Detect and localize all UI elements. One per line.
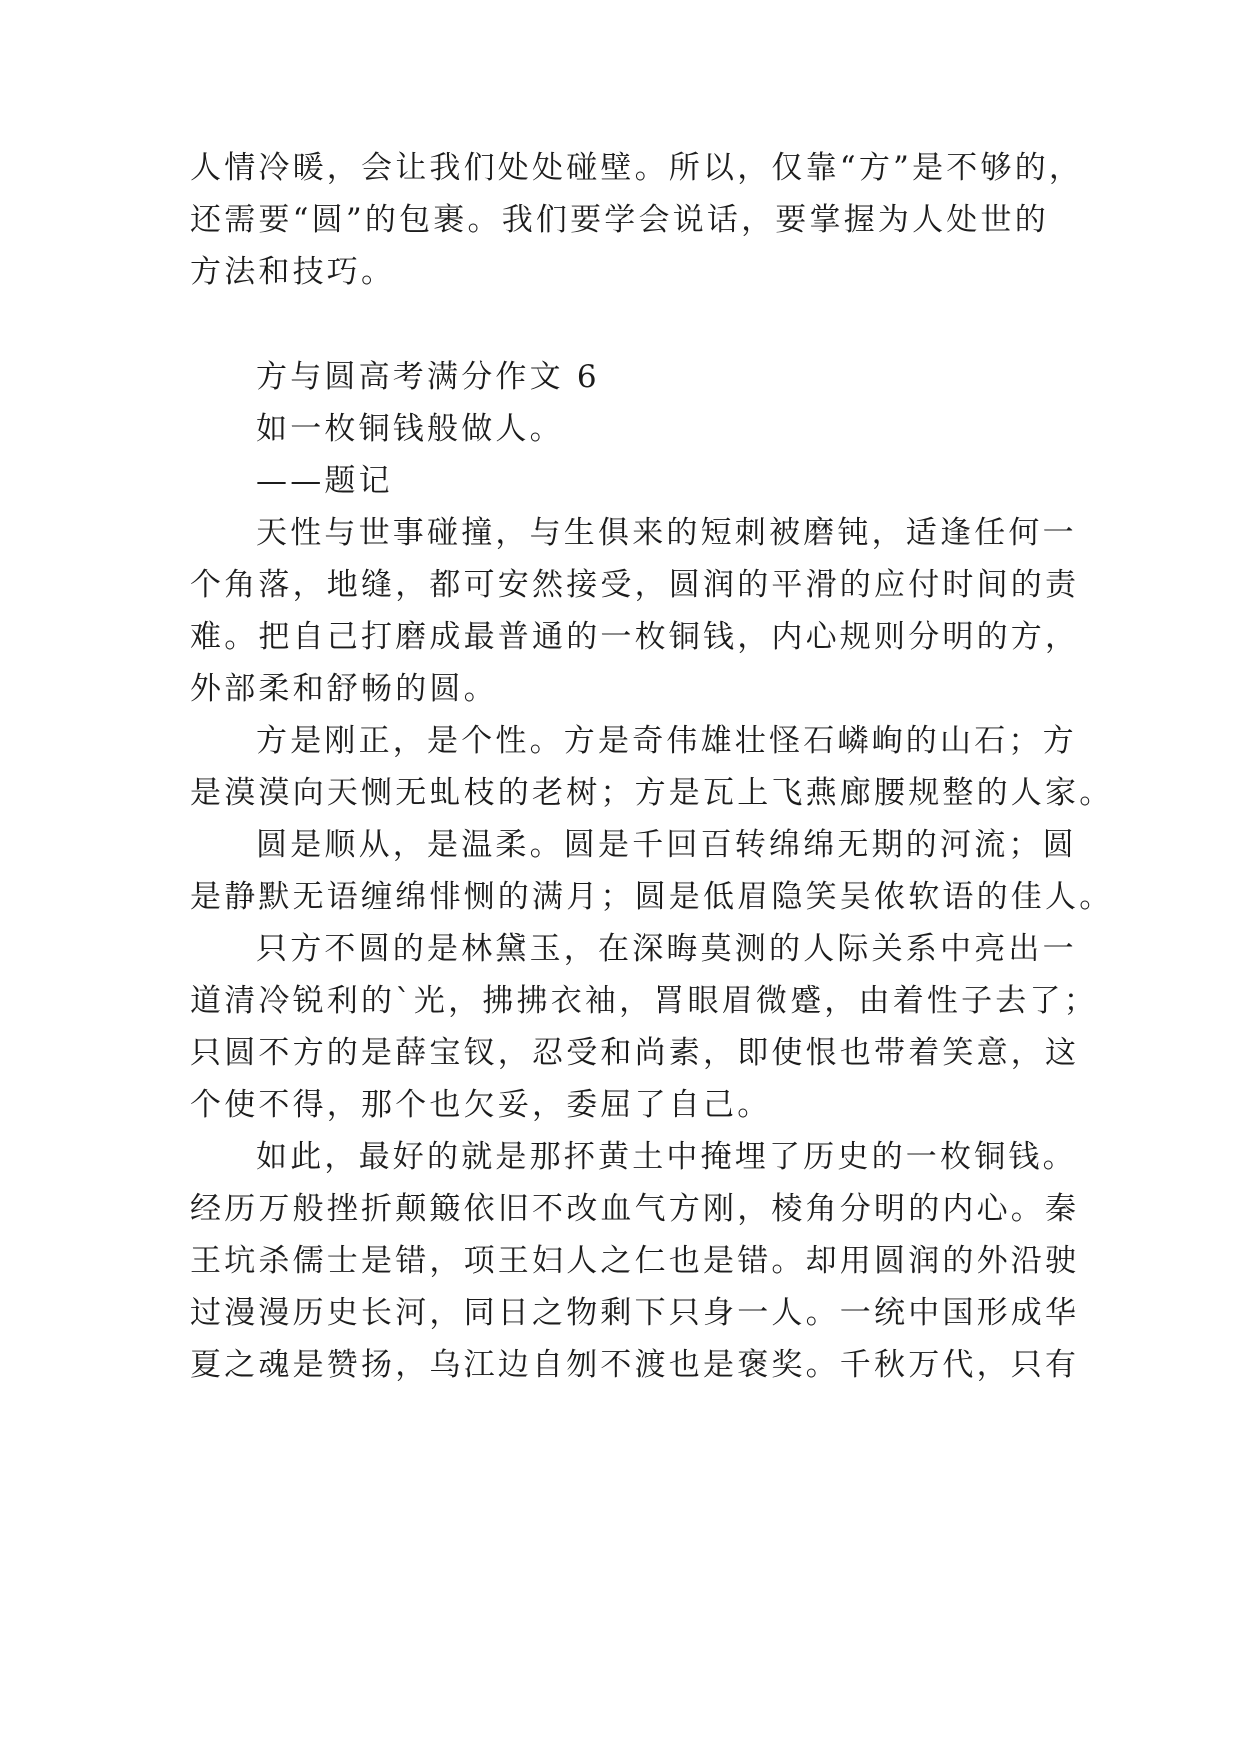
text-line: 是静默无语缠绵悱恻的满月；圆是低眉隐笑吴侬软语的佳人。	[190, 879, 1114, 915]
epigraph-source: ——题记	[256, 463, 393, 499]
text-line: 方是刚正，是个性。方是奇伟雄壮怪石嶙峋的山石；方	[256, 723, 1077, 759]
text-line: 个角落，地缝，都可安然接受，圆润的平滑的应付时间的责	[190, 567, 1080, 603]
text-line: 方法和技巧。	[190, 254, 396, 290]
text-line: 道清冷锐利的`光，拂拂衣袖，罥眼眉微蹙，由着性子去了；	[190, 983, 1098, 1019]
text-line: 夏之魂是赞扬，乌江边自刎不渡也是褒奖。千秋万代，只有	[190, 1347, 1080, 1383]
text-line: 经历万般挫折颠簸依旧不改血气方刚，棱角分明的内心。秦	[190, 1191, 1080, 1227]
essay-title: 方与圆高考满分作文 6	[256, 359, 600, 395]
text-line: 过漫漫历史长河，同日之物剩下只身一人。一统中国形成华	[190, 1295, 1080, 1331]
text-line: 还需要“圆”的包裹。我们要学会说话，要掌握为人处世的	[190, 202, 1049, 238]
epigraph: 如一枚铜钱般做人。	[256, 411, 564, 447]
text-line: 只方不圆的是林黛玉，在深晦莫测的人际关系中亮出一	[256, 931, 1077, 967]
text-line: 个使不得，那个也欠妥，委屈了自己。	[190, 1087, 772, 1123]
text-line: 天性与世事碰撞，与生俱来的短刺被磨钝，适逢任何一	[256, 515, 1077, 551]
text-line: 圆是顺从，是温柔。圆是千回百转绵绵无期的河流；圆	[256, 827, 1077, 863]
text-line: 只圆不方的是薛宝钗，忍受和尚素，即使恨也带着笑意，这	[190, 1035, 1080, 1071]
text-line: 人情冷暖，会让我们处处碰壁。所以，仅靠“方”是不够的，	[190, 150, 1084, 186]
text-line: 难。把自己打磨成最普通的一枚铜钱，内心规则分明的方，	[190, 619, 1080, 655]
text-line: 王坑杀儒士是错，项王妇人之仁也是错。却用圆润的外沿驶	[190, 1243, 1080, 1279]
text-line: 是漠漠向天恻无虬枝的老树；方是瓦上飞燕廊腰规整的人家。	[190, 775, 1114, 811]
text-line: 外部柔和舒畅的圆。	[190, 671, 498, 707]
text-line: 如此，最好的就是那抔黄土中掩埋了历史的一枚铜钱。	[256, 1139, 1077, 1175]
